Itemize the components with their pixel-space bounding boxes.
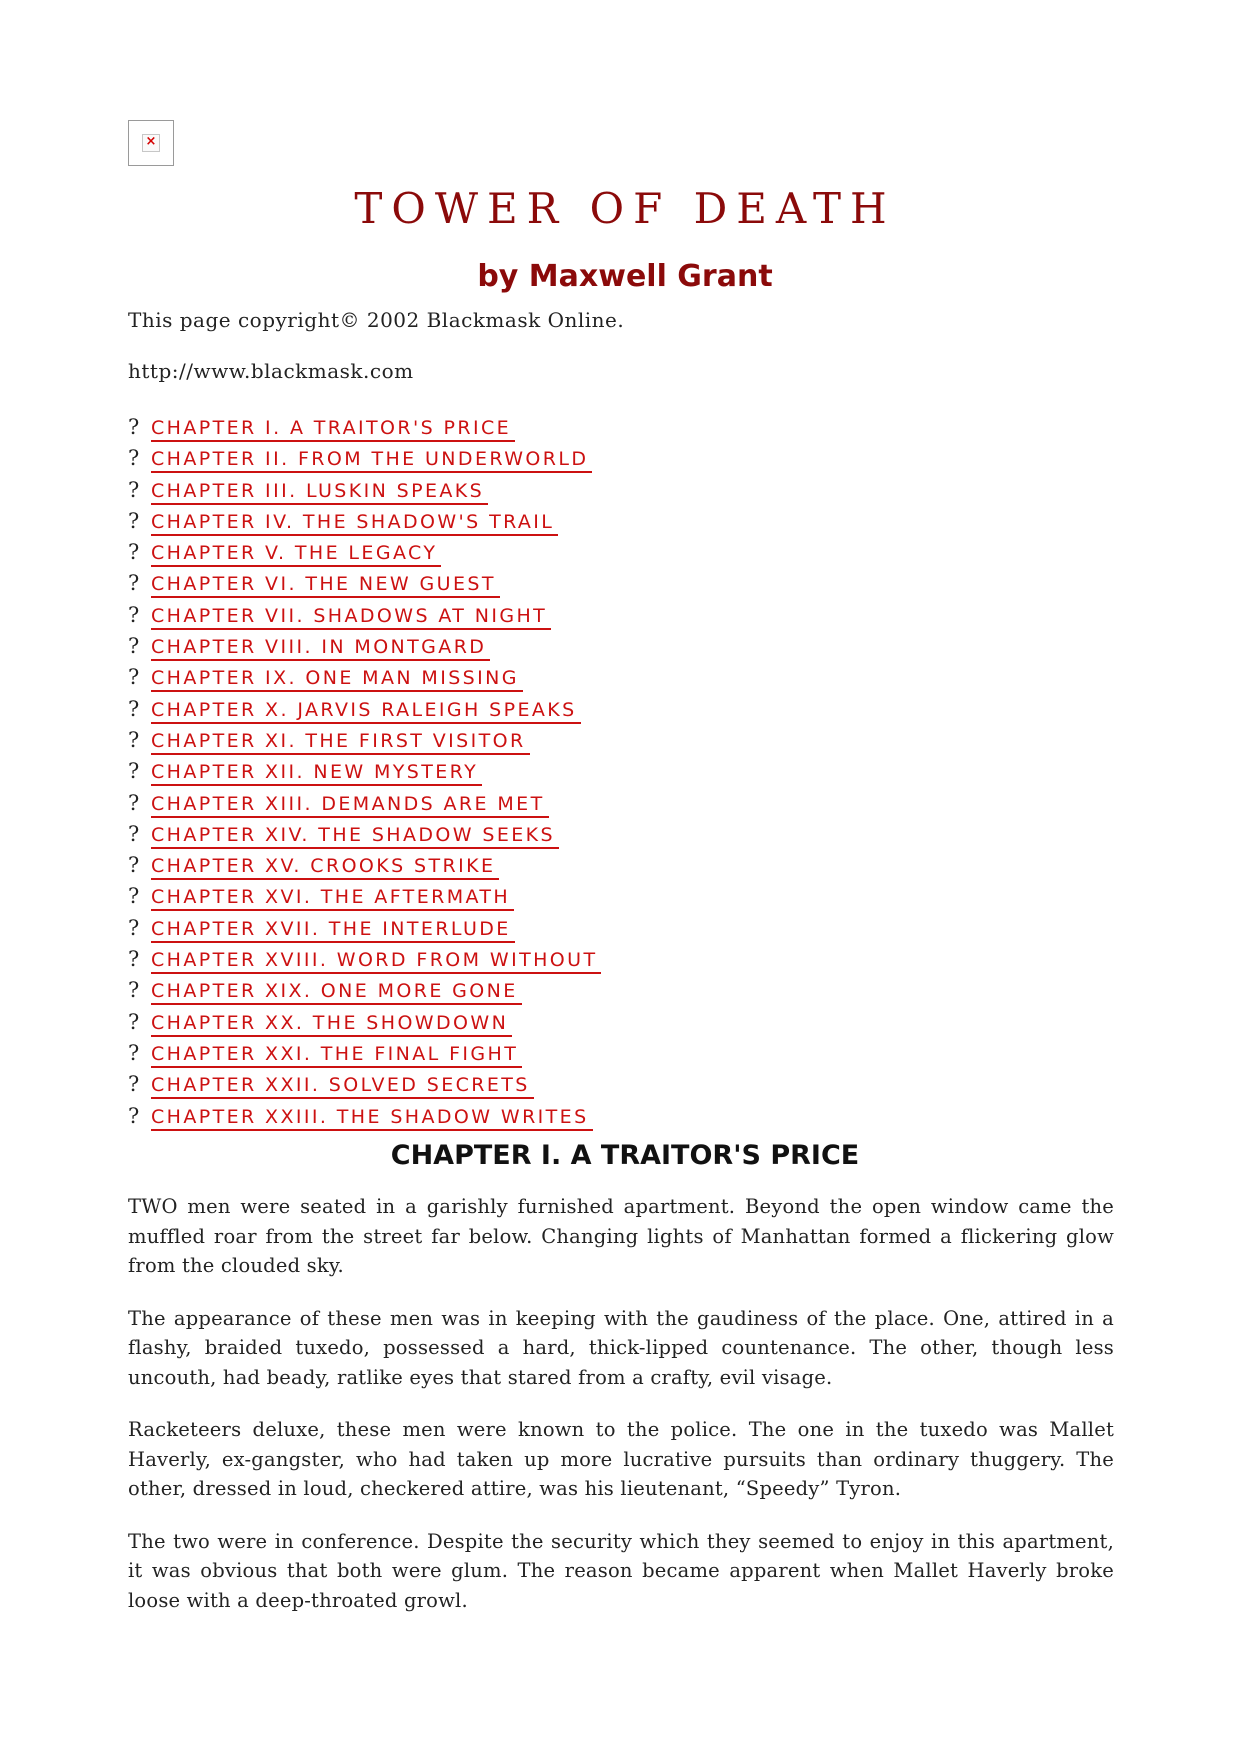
toc-bullet: ? — [128, 696, 140, 721]
toc-chapter-link[interactable]: CHAPTER XV. CROOKS STRIKE — [151, 854, 499, 880]
toc-chapter-link[interactable]: CHAPTER XII. NEW MYSTERY — [151, 760, 482, 786]
toc-bullet: ? — [128, 477, 140, 502]
copyright-notice: This page copyright© 2002 Blackmask Online. — [128, 308, 625, 332]
toc-bullet: ? — [128, 415, 140, 439]
broken-image-frame — [142, 134, 160, 152]
toc-bullet: ? — [128, 1072, 140, 1097]
toc-chapter-link[interactable]: CHAPTER XIX. ONE MORE GONE — [151, 979, 522, 1005]
toc-bullet: ? — [128, 1103, 140, 1128]
toc-chapter-link[interactable]: CHAPTER XI. THE FIRST VISITOR — [151, 729, 530, 755]
toc-bullet: ? — [128, 665, 140, 690]
toc-bullet: ? — [128, 571, 140, 596]
toc-chapter-link[interactable]: CHAPTER XX. THE SHOWDOWN — [151, 1011, 512, 1037]
toc-chapter-link[interactable]: CHAPTER XXIII. THE SHADOW WRITES — [151, 1105, 593, 1131]
toc-chapter-link[interactable]: CHAPTER XVII. THE INTERLUDE — [151, 917, 515, 943]
toc-chapter-link[interactable]: CHAPTER VI. THE NEW GUEST — [151, 572, 500, 598]
toc-bullet: ? — [128, 508, 140, 533]
body-paragraph: TWO men were seated in a garishly furnished apartment. Beyond the open window came the muffled roar from the street far below. Changing lights of Manhattan formed a flickering glow from the clouded sky. — [128, 1195, 1114, 1277]
toc-bullet: ? — [128, 978, 140, 1003]
toc-chapter-link[interactable]: CHAPTER XVIII. WORD FROM WITHOUT — [151, 948, 601, 974]
toc-bullet: ? — [128, 821, 140, 846]
toc-chapter-link[interactable]: CHAPTER II. FROM THE UNDERWORLD — [151, 447, 592, 473]
broken-image-icon: × — [145, 134, 157, 149]
toc-bullet: ? — [128, 1040, 140, 1065]
toc-bullet: ? — [128, 947, 140, 972]
toc-chapter-link[interactable]: CHAPTER I. A TRAITOR'S PRICE — [151, 416, 515, 442]
site-url: http://www.blackmask.com — [128, 359, 414, 383]
toc-bullet: ? — [128, 853, 140, 878]
broken-image-placeholder — [128, 120, 174, 166]
toc-chapter-link[interactable]: CHAPTER VII. SHADOWS AT NIGHT — [151, 604, 551, 630]
toc-chapter-link[interactable]: CHAPTER IX. ONE MAN MISSING — [151, 666, 523, 692]
toc-bullet: ? — [128, 1009, 140, 1034]
body-paragraph: The two were in conference. Despite the security which they seemed to enjoy in this apartment, it was obvious that both were glum. The reason became apparent when Mallet Haverly broke loose with a deep-throated growl. — [128, 1529, 1114, 1612]
body-paragraph: The appearance of these men was in keeping with the gaudiness of the place. One, attired in a flashy, braided tuxedo, possessed a hard, thick-lipped countenance. The other, though less uncouth, had beady, ratlike eyes that stared from a crafty, evil visage. — [128, 1306, 1114, 1389]
toc-chapter-link[interactable]: CHAPTER XXI. THE FINAL FIGHT — [151, 1042, 522, 1068]
toc-bullet: ? — [128, 634, 140, 659]
chapter-body — [128, 1192, 1114, 1638]
toc-chapter-link[interactable]: CHAPTER XVI. THE AFTERMATH — [151, 885, 514, 911]
toc-bullet: ? — [128, 759, 140, 784]
toc-bullet: ? — [128, 915, 140, 940]
toc-bullet: ? — [128, 790, 140, 815]
toc-bullet: ? — [128, 540, 140, 565]
toc-chapter-link[interactable]: CHAPTER XXII. SOLVED SECRETS — [151, 1073, 534, 1099]
toc-bullet: ? — [128, 446, 140, 471]
body-paragraph: Racketeers deluxe, these men were known to the police. The one in the tuxedo was Mallet Haverly, ex-gangster, who had taken up more lucrative pursuits than ordinary thuggery. The other, dressed in loud, checkered attire, was his lieutenant, “Speedy” Tyron. — [128, 1418, 1114, 1500]
toc-chapter-link[interactable]: CHAPTER X. JARVIS RALEIGH SPEAKS — [151, 698, 581, 724]
toc-chapter-link[interactable]: CHAPTER IV. THE SHADOW'S TRAIL — [151, 510, 558, 536]
toc-chapter-link[interactable]: CHAPTER V. THE LEGACY — [151, 541, 441, 567]
toc-chapter-link[interactable]: CHAPTER III. LUSKIN SPEAKS — [151, 479, 488, 505]
toc-chapter-link[interactable]: CHAPTER XIII. DEMANDS ARE MET — [151, 792, 549, 818]
toc-chapter-link[interactable]: CHAPTER XIV. THE SHADOW SEEKS — [151, 823, 559, 849]
toc-bullet: ? — [128, 727, 140, 752]
toc-chapter-link[interactable]: CHAPTER VIII. IN MONTGARD — [151, 635, 490, 661]
author-byline: by Maxwell Grant — [477, 259, 773, 294]
toc-bullet: ? — [128, 602, 140, 627]
toc-bullet: ? — [128, 884, 140, 909]
chapter-heading: CHAPTER I. A TRAITOR'S PRICE — [390, 1140, 860, 1171]
book-title: TOWER OF DEATH — [354, 184, 896, 233]
